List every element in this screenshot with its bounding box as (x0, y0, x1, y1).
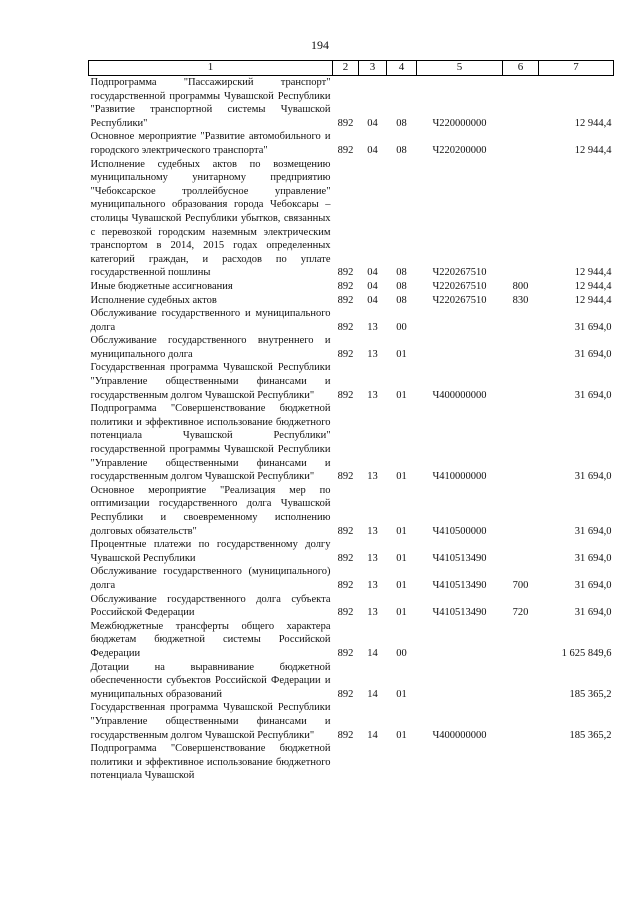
section-code: 13 (367, 471, 378, 483)
admin-code: 892 (337, 552, 354, 564)
table-row (89, 130, 614, 157)
section-code: 04 (367, 144, 378, 156)
subsection-code: 01 (396, 688, 407, 700)
subsection-code: 08 (396, 117, 407, 129)
expense-type (503, 661, 539, 702)
subsection-code: 08 (396, 267, 407, 279)
amount: 12 944,4 (574, 267, 612, 279)
amount: 31 694,0 (574, 525, 612, 537)
amount: 31 694,0 (574, 552, 612, 564)
section-code: 14 (367, 647, 378, 659)
target-article: Ч410513490 (432, 607, 487, 619)
column-header: 2 (333, 61, 359, 76)
admin-code (333, 742, 359, 783)
amount: 12 944,4 (574, 117, 612, 129)
section-code: 04 (367, 117, 378, 129)
section-code: 14 (367, 688, 378, 700)
amount: 31 694,0 (574, 348, 612, 360)
admin-code: 892 (337, 321, 354, 333)
table-row (89, 158, 614, 280)
admin-code: 892 (337, 607, 354, 619)
row-name: Процентные платежи по государственному долгу Чувашской Республики (90, 539, 331, 564)
table-row (89, 742, 614, 783)
table-row (89, 701, 614, 742)
admin-code: 892 (337, 647, 354, 659)
target-article: Ч220000000 (432, 117, 487, 129)
target-article (417, 620, 503, 661)
row-name: Подпрограмма "Совершенствование бюджетной политики и эффективное использование бюджетного потенциала Чувашской Республики" государственной программы Чувашской Республики "Управление общественными финансами и государственным долгом Чувашской Республики" (90, 403, 331, 483)
admin-code: 892 (337, 117, 354, 129)
budget-table (88, 60, 614, 783)
section-code: 13 (367, 389, 378, 401)
table-row (89, 307, 614, 334)
admin-code: 892 (337, 579, 354, 591)
row-name: Исполнение судебных актов по возмещению муниципальному унитарному предприятию "Чебоксарское троллейбусное управление" муниципального образования города Чебоксары – столицы Чувашской Республики убытков, связанных с перевозкой городским наземным электрическим транспортом в 2014, 2015 годах определенных категорий граждан, и расходов по уплате государственной пошлины (90, 158, 331, 279)
row-name: Государственная программа Чувашской Республики "Управление общественными финансами и государственным долгом Чувашской Республики" (90, 702, 331, 741)
amount: 185 365,2 (569, 688, 612, 700)
column-header: 5 (417, 61, 503, 76)
column-header: 3 (359, 61, 387, 76)
target-article: Ч400000000 (432, 729, 487, 741)
table-row (89, 334, 614, 361)
section-code: 13 (367, 552, 378, 564)
amount: 31 694,0 (574, 389, 612, 401)
target-article (417, 742, 503, 783)
subsection-code: 01 (396, 525, 407, 537)
target-article (417, 334, 503, 361)
row-name: Межбюджетные трансферты общего характера бюджетам бюджетной системы Российской Федерации (90, 620, 331, 659)
expense-type (503, 742, 539, 783)
expense-type (503, 538, 539, 565)
table-row (89, 402, 614, 484)
expense-type (503, 76, 539, 131)
section-code: 13 (367, 348, 378, 360)
row-name: Дотации на выравнивание бюджетной обеспеченности субъектов Российской Федерации и муниципальных образований (90, 661, 331, 700)
expense-type: 700 (512, 579, 529, 591)
row-name: Обслуживание государственного и муниципального долга (90, 308, 331, 333)
target-article: Ч410500000 (432, 525, 487, 537)
table-row (89, 484, 614, 538)
amount: 1 625 849,6 (561, 647, 612, 659)
section-code: 13 (367, 607, 378, 619)
row-name: Обслуживание государственного внутреннего и муниципального долга (90, 335, 331, 360)
section-code: 13 (367, 321, 378, 333)
section-code: 13 (367, 579, 378, 591)
expense-type (503, 130, 539, 157)
table-row (89, 538, 614, 565)
subsection-code: 01 (396, 552, 407, 564)
subsection-code: 08 (396, 144, 407, 156)
admin-code: 892 (337, 729, 354, 741)
table-row (89, 593, 614, 620)
expense-type (503, 361, 539, 402)
expense-type (503, 484, 539, 538)
row-name: Обслуживание государственного долга субъекта Российской Федерации (90, 593, 331, 619)
subsection-code: 00 (396, 647, 407, 659)
amount: 12 944,4 (574, 280, 612, 292)
amount: 31 694,0 (574, 607, 612, 619)
table-row (89, 620, 614, 661)
admin-code: 892 (337, 294, 354, 306)
row-name: Государственная программа Чувашской Республики "Управление общественными финансами и государственным долгом Чувашской Республики" (90, 362, 331, 401)
table-row (89, 280, 614, 294)
target-article: Ч220267510 (432, 294, 487, 306)
subsection-code: 01 (396, 607, 407, 619)
admin-code: 892 (337, 280, 354, 292)
expense-type (503, 620, 539, 661)
admin-code: 892 (337, 688, 354, 700)
amount: 12 944,4 (574, 144, 612, 156)
column-header: 7 (539, 61, 614, 76)
column-header: 1 (89, 61, 333, 76)
subsection-code: 01 (396, 471, 407, 483)
column-header: 6 (503, 61, 539, 76)
row-name: Обслуживание государственного (муниципального) долга (90, 566, 331, 591)
row-name: Исполнение судебных актов (90, 294, 217, 306)
subsection-code: 01 (396, 729, 407, 741)
expense-type: 830 (512, 294, 529, 306)
target-article (417, 307, 503, 334)
row-name: Подпрограмма "Совершенствование бюджетной политики и эффективное использование бюджетного потенциала Чувашской (90, 743, 331, 782)
row-name: Основное мероприятие "Реализация мер по оптимизации государственного долга Чувашской Республики и своевременному исполнению долговых обязательств" (90, 484, 331, 537)
page-number: 194 (311, 38, 329, 52)
expense-type (503, 307, 539, 334)
expense-type (503, 158, 539, 280)
row-name: Иные бюджетные ассигнования (90, 280, 233, 292)
subsection-code: 01 (396, 389, 407, 401)
target-article: Ч400000000 (432, 389, 487, 401)
amount: 31 694,0 (574, 321, 612, 333)
expense-type (503, 402, 539, 484)
amount: 12 944,4 (574, 294, 612, 306)
subsection-code: 08 (396, 280, 407, 292)
table-row (89, 361, 614, 402)
subsection-code: 01 (396, 579, 407, 591)
target-article: Ч220267510 (432, 280, 487, 292)
table-row (89, 565, 614, 592)
column-header: 4 (387, 61, 417, 76)
amount: 31 694,0 (574, 579, 612, 591)
subsection-code: 00 (396, 321, 407, 333)
amount (539, 742, 614, 783)
admin-code: 892 (337, 267, 354, 279)
table-row (89, 76, 614, 131)
section-code: 04 (367, 280, 378, 292)
table-row (89, 294, 614, 308)
subsection-code (387, 742, 417, 783)
expense-type (503, 334, 539, 361)
section-code: 04 (367, 294, 378, 306)
target-article: Ч410513490 (432, 579, 487, 591)
amount: 31 694,0 (574, 471, 612, 483)
target-article: Ч220200000 (432, 144, 487, 156)
expense-type (503, 701, 539, 742)
target-article (417, 661, 503, 702)
subsection-code: 08 (396, 294, 407, 306)
admin-code: 892 (337, 348, 354, 360)
table-row (89, 661, 614, 702)
subsection-code: 01 (396, 348, 407, 360)
section-code: 14 (367, 729, 378, 741)
admin-code: 892 (337, 389, 354, 401)
expense-type: 720 (512, 607, 529, 619)
admin-code: 892 (337, 525, 354, 537)
section-code: 04 (367, 267, 378, 279)
target-article: Ч410513490 (432, 552, 487, 564)
section-code: 13 (367, 525, 378, 537)
target-article: Ч410000000 (432, 471, 487, 483)
amount: 185 365,2 (569, 729, 612, 741)
row-name: Основное мероприятие "Развитие автомобильного и городского электрического транспорта" (90, 131, 331, 156)
table-header-row (89, 61, 614, 76)
admin-code: 892 (337, 471, 354, 483)
expense-type: 800 (512, 280, 529, 292)
section-code (359, 742, 387, 783)
admin-code: 892 (337, 144, 354, 156)
target-article: Ч220267510 (432, 267, 487, 279)
row-name: Подпрограмма "Пассажирский транспорт" государственной программы Чувашской Республики "Развитие транспортной системы Чувашской Республики" (90, 77, 331, 129)
